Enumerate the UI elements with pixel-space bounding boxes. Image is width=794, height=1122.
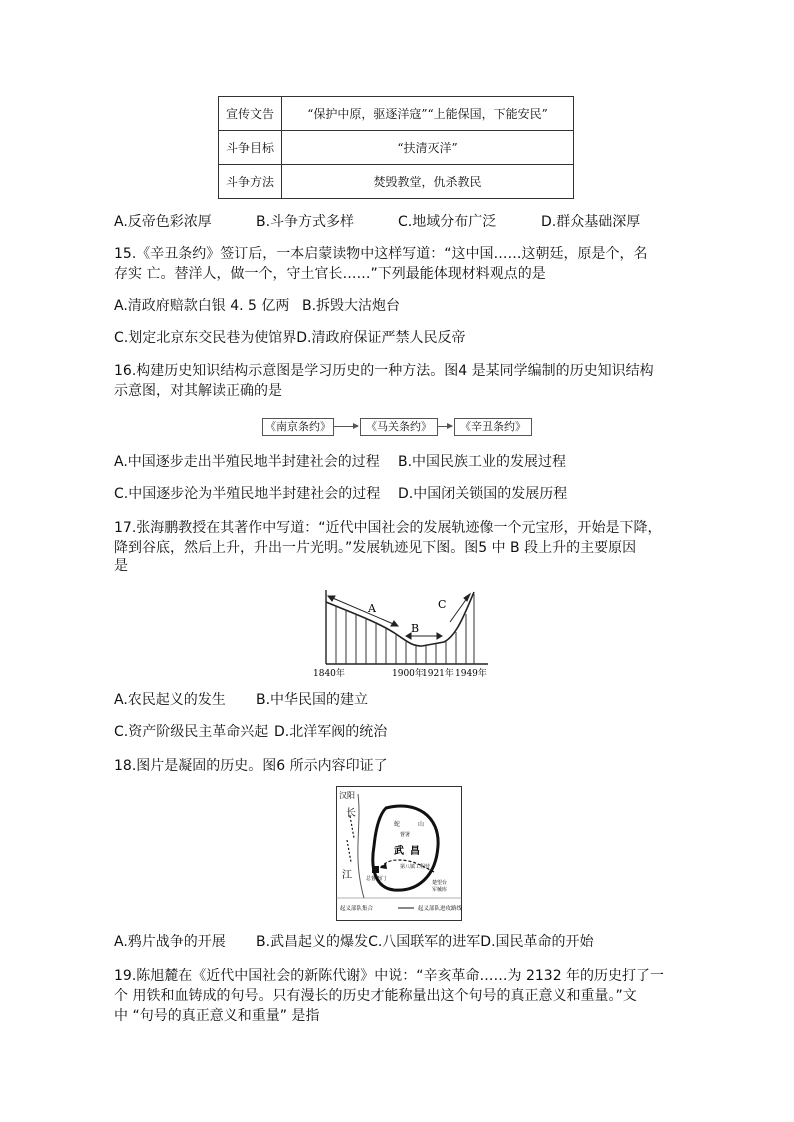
map-label-hanyang: 汉阳	[339, 791, 355, 800]
segment-label-a: A	[368, 602, 376, 615]
map-label-junxieku: 军械库	[432, 887, 448, 893]
q15-options-cd	[114, 328, 465, 348]
option-c[interactable]: C.中国逐步沦为半殖民地半封建社会的过程	[114, 486, 381, 502]
option-d[interactable]: D.北洋军阀的统治	[274, 724, 388, 740]
q19-stem-line: 中 “句号的真正意义和重量” 是指	[114, 1008, 320, 1024]
q16-flow-diagram	[262, 416, 532, 438]
flow-box-nanjing: 《南京条约》	[262, 418, 334, 436]
option-a[interactable]: A.反帝色彩浓厚	[114, 214, 212, 230]
q15-stem-line: 存实 亡。替洋人，做一个，守土官长……”下列最能体现材料观点的是	[114, 266, 546, 282]
option-d[interactable]: D.中国闭关锁国的发展历程	[398, 486, 568, 502]
table-key-cell: 斗争方法	[219, 165, 282, 199]
map-label-chuwang: 楚望台	[432, 880, 448, 886]
table-key-cell: 斗争目标	[219, 131, 282, 165]
table-value-cell: 焚毁教堂，仇杀教民	[282, 165, 574, 199]
q19-stem-line: 19.陈旭麓在《近代中国社会的新陈代谢》中说：“辛亥革命……为 2132 年的历史打了一	[114, 968, 665, 984]
option-a[interactable]: A.中国逐步走出半殖民地半封建社会的过程	[114, 454, 380, 470]
option-b[interactable]: B.斗争方式多样	[256, 214, 355, 230]
q17-stem-line: 17.张海鹏教授在其著作中写道：“近代中国社会的发展轨迹像一个元宝形，开始是下降，	[114, 520, 662, 536]
x-label-1840: 1840年	[313, 669, 345, 679]
map-label-dushu: 督署	[400, 832, 411, 838]
q18-stem: 18.图片是凝固的历史。图6 所示内容印证了	[114, 758, 388, 774]
q17-stem-line: 是	[114, 558, 128, 574]
option-a[interactable]: A.农民起义的发生	[114, 692, 226, 708]
q19-stem-line: 个 用铁和血铸成的句号。只有漫长的历史才能称量出这个句号的真正意义和重量。”文	[114, 988, 637, 1004]
option-b[interactable]: B.武昌起义的爆发	[256, 934, 369, 950]
flow-box-maguan: 《马关条约》	[360, 418, 438, 436]
q17-options-ab	[114, 690, 368, 710]
table-value-cell: “扶清灭洋”	[282, 131, 574, 165]
x-label-1949: 1949年	[455, 669, 487, 679]
segment-markers	[328, 594, 470, 639]
option-a[interactable]: A.鸦片战争的开展	[114, 934, 226, 950]
flow-box-xinchou: 《辛丑条约》	[454, 418, 532, 436]
map-label-jiang: 江	[342, 870, 352, 881]
table-row	[219, 131, 574, 165]
q15-options-ab	[114, 296, 400, 316]
table-row	[219, 165, 574, 199]
option-d[interactable]: D.国民革命的开始	[480, 934, 594, 950]
q16-stem-line: 16.构建历史知识结构示意图是学习历史的一种方法。图4 是某同学编制的历史知识结构	[114, 363, 654, 379]
table-row	[219, 97, 574, 131]
q16-options-cd	[114, 484, 567, 504]
option-b[interactable]: B.中国民族工业的发展过程	[398, 454, 567, 470]
option-b[interactable]: B.拆毁大沽炮台	[302, 298, 401, 314]
q17-options-cd	[114, 722, 387, 742]
q18-wuchang-map	[336, 786, 462, 921]
flow-arrow	[334, 426, 358, 427]
legend-gather: 起义部队集合	[340, 906, 374, 912]
x-label-1921: 1921年	[422, 669, 454, 679]
map-label-gongchengying: 第八镇工程营	[400, 864, 431, 870]
q14-options	[114, 212, 640, 232]
segment-label-c: C	[438, 598, 447, 611]
flow-arrow	[438, 426, 452, 427]
option-c[interactable]: C.资产阶级民主革命兴起	[114, 724, 269, 740]
option-c[interactable]: C.地域分布广泛	[398, 214, 497, 230]
legend-route: 起义部队进攻路线	[418, 906, 462, 912]
q18-options	[114, 932, 594, 952]
option-d[interactable]: D.清政府保证严禁人民反帝	[296, 330, 466, 346]
q16-stem-line: 示意图，对其解读正确的是	[114, 383, 282, 399]
x-label-1900: 1900年	[392, 669, 424, 679]
table-key-cell: 宣传文告	[219, 97, 282, 131]
map-label-chang2: 昌	[410, 846, 420, 857]
map-label-shan: 山	[418, 821, 425, 828]
map-label-zongzhihui: 总督衙门	[366, 876, 387, 882]
option-c[interactable]: C.划定北京东交民巷为使馆界	[114, 330, 297, 346]
segment-label-b: B	[411, 622, 420, 635]
q15-stem-line: 15.《辛丑条约》签订后，一本启蒙读物中这样写道：“这中国……这朝廷，原是个，名	[114, 246, 648, 262]
q17-stem-line: 降到谷底，然后上升，升出一片光明。”发展轨迹见下图。图5 中 B 段上升的主要原因	[114, 540, 637, 556]
q17-trajectory-chart	[310, 586, 494, 680]
map-label-wu: 武	[394, 846, 404, 857]
option-a[interactable]: A.清政府赔款白银 4. 5 亿两	[114, 298, 290, 314]
option-b[interactable]: B.中华民国的建立	[256, 692, 369, 708]
q14-table	[218, 96, 574, 199]
chart-bars	[336, 594, 474, 664]
option-d[interactable]: D.群众基础深厚	[541, 214, 641, 230]
q16-options-ab	[114, 452, 566, 472]
option-c[interactable]: C.八国联军的进军	[368, 934, 481, 950]
headquarters-marker	[372, 866, 379, 873]
map-label-chang: 长	[346, 808, 356, 819]
map-label-she: 蛇	[394, 821, 401, 828]
table-value-cell: “保护中原，驱逐洋寇”“上能保国，下能安民”	[282, 97, 574, 131]
